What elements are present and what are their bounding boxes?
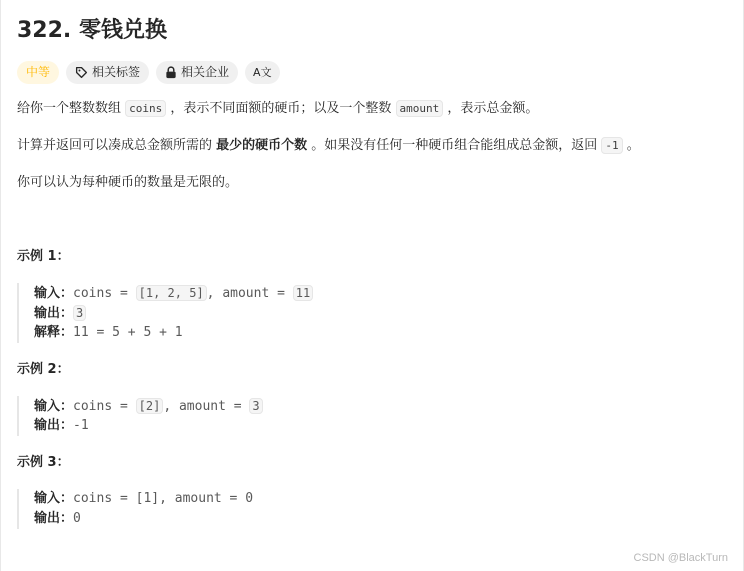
problem-description: [17, 14, 732, 529]
tag-bar: [17, 61, 732, 84]
watermark: CSDN @BlackTurn: [633, 552, 728, 564]
difficulty-label: 中等: [26, 65, 51, 79]
related-companies-button[interactable]: [156, 61, 238, 84]
example-2-block: [17, 396, 732, 436]
related-companies-label: 相关企业: [181, 65, 230, 79]
code-amount: amount: [396, 100, 444, 117]
left-border: [0, 0, 1, 571]
example-1-explanation: 解释：11 = 5 + 5 + 1: [34, 325, 183, 340]
example-1-input: 输入：coins = [1, 2, 5] , amount = 11: [34, 283, 732, 303]
example-2-title: 示例 2：: [17, 362, 70, 377]
example-2-input: 输入：coins = [2] , amount = 3: [34, 396, 732, 416]
related-tags-label: 相关标签: [92, 65, 141, 79]
example-3-title: 示例 3：: [17, 455, 70, 470]
translate-icon: A文: [253, 66, 272, 79]
translate-button[interactable]: [245, 61, 280, 84]
emphasis-min-coins: 最少的硬币个数: [216, 138, 308, 153]
description-paragraph-1: 给你一个整数数组 coins ，表示不同面额的硬币；以及一个整数 amount ，表示总金额。: [17, 101, 539, 116]
tag-icon: [75, 66, 88, 79]
problem-title: 322. 零钱兑换: [17, 18, 167, 43]
code-minus-one: -1: [601, 137, 622, 154]
example-2-output: 输出：-1: [34, 418, 89, 433]
difficulty-badge: [17, 61, 59, 84]
code-coins: coins: [125, 100, 166, 117]
lock-icon: [165, 66, 177, 79]
description-paragraph-3: 你可以认为每种硬币的数量是无限的。: [17, 175, 239, 190]
example-3-block: [17, 489, 732, 529]
example-1-title: 示例 1：: [17, 249, 70, 264]
example-3-output: 输出：0: [34, 511, 81, 526]
example-3-input: 输入：coins = [1], amount = 0: [34, 491, 254, 506]
example-1-output: 输出： 3: [34, 303, 732, 323]
description-paragraph-2: 计算并返回可以凑成总金额所需的 最少的硬币个数 。如果没有任何一种硬币组合能组成总金额，返回 -1 。: [17, 138, 640, 153]
example-1-block: [17, 283, 732, 343]
related-tags-button[interactable]: [66, 61, 149, 84]
